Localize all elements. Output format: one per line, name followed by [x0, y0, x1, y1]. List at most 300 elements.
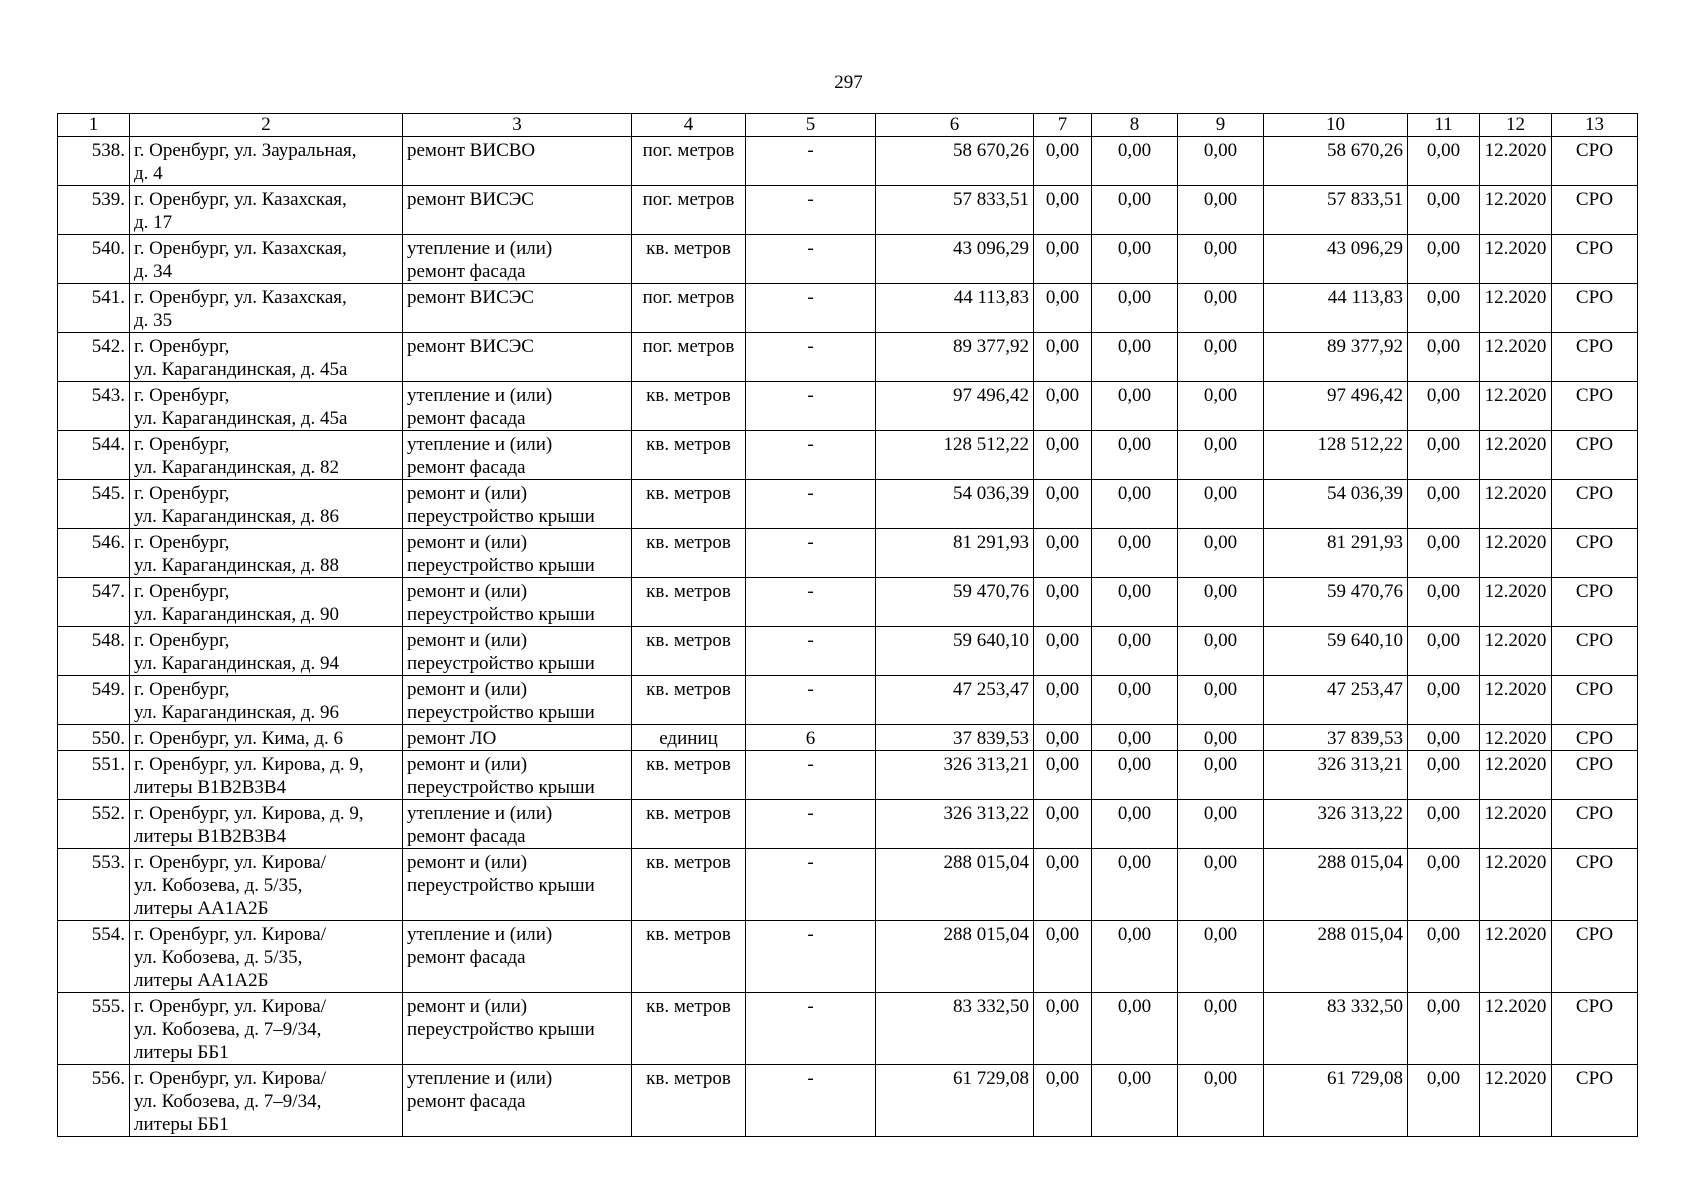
address-cell [130, 382, 403, 431]
works-register-table [57, 113, 1638, 1137]
fund-cell: 0,00 [1092, 480, 1178, 529]
total-cost-cell: 43 096,29 [876, 235, 1034, 284]
work-type-cell-line: ремонт ВИСЭС [407, 287, 534, 308]
row-number: 542. [58, 333, 130, 382]
total-cost-cell: 37 839,53 [876, 725, 1034, 751]
fund-cell: 0,00 [1092, 529, 1178, 578]
fund-cell: 0,00 [1092, 578, 1178, 627]
deadline-cell: 12.2020 [1480, 627, 1552, 676]
work-type-cell-line: ремонт фасада [407, 408, 526, 429]
column-header: 8 [1092, 114, 1178, 137]
table-row [58, 676, 1638, 725]
table-row [58, 993, 1638, 1065]
fund-cell: 0,00 [1178, 431, 1264, 480]
total-cost-cell: 83 332,50 [876, 993, 1034, 1065]
fund-cell: 0,00 [1092, 431, 1178, 480]
work-type-cell-line: переустройство крыши [407, 506, 595, 527]
address-cell-line: ул. Кобозева, д. 5/35, [134, 875, 303, 896]
row-number: 550. [58, 725, 130, 751]
deadline-cell: 12.2020 [1480, 186, 1552, 235]
fund-cell: 0,00 [1408, 578, 1480, 627]
fund-cell: 0,00 [1034, 333, 1092, 382]
fund-cell: 0,00 [1178, 993, 1264, 1065]
unit-cell: кв. метров [632, 1065, 746, 1137]
address-cell-line: ул. Кобозева, д. 5/35, [134, 947, 303, 968]
table-row [58, 382, 1638, 431]
work-type-cell-line: ремонт фасада [407, 1091, 526, 1112]
unit-cell: кв. метров [632, 529, 746, 578]
fund-cell: 0,00 [1034, 186, 1092, 235]
work-type-cell-line: ремонт и (или) [407, 483, 528, 504]
method-cell: СРО [1552, 284, 1638, 333]
deadline-cell: 12.2020 [1480, 529, 1552, 578]
total-cost-cell: 54 036,39 [876, 480, 1034, 529]
deadline-cell: 12.2020 [1480, 921, 1552, 993]
column-header: 10 [1264, 114, 1408, 137]
total-cost-cell: 47 253,47 [876, 676, 1034, 725]
address-cell-line: д. 17 [134, 212, 173, 233]
fund-cell: 0,00 [1034, 849, 1092, 921]
table-row [58, 751, 1638, 800]
address-cell-line: г. Оренбург, ул. Кирова/ [134, 996, 326, 1017]
quantity-cell: - [746, 676, 876, 725]
owners-funds-cell: 58 670,26 [1264, 137, 1408, 186]
column-header: 11 [1408, 114, 1480, 137]
deadline-cell: 12.2020 [1480, 431, 1552, 480]
address-cell [130, 1065, 403, 1137]
quantity-cell: - [746, 431, 876, 480]
column-header: 6 [876, 114, 1034, 137]
address-cell-line: ул. Карагандинская, д. 96 [134, 702, 340, 723]
table-row [58, 800, 1638, 849]
work-type-cell-line: переустройство крыши [407, 777, 595, 798]
address-cell [130, 725, 403, 751]
method-cell: СРО [1552, 993, 1638, 1065]
row-number: 546. [58, 529, 130, 578]
quantity-cell: - [746, 284, 876, 333]
fund-cell: 0,00 [1408, 627, 1480, 676]
address-cell-line: г. Оренбург, ул. Казахская, [134, 287, 347, 308]
table-row [58, 627, 1638, 676]
work-type-cell-line: утепление и (или) [407, 434, 553, 455]
address-cell [130, 849, 403, 921]
owners-funds-cell: 89 377,92 [1264, 333, 1408, 382]
deadline-cell: 12.2020 [1480, 578, 1552, 627]
work-type-cell-line: ремонт ВИСЭС [407, 189, 534, 210]
method-cell: СРО [1552, 578, 1638, 627]
unit-cell: кв. метров [632, 382, 746, 431]
address-cell [130, 137, 403, 186]
work-type-cell [403, 284, 632, 333]
address-cell-line: ул. Карагандинская, д. 45а [134, 408, 348, 429]
work-type-cell [403, 529, 632, 578]
work-type-cell-line: ремонт и (или) [407, 532, 528, 553]
address-cell-line: д. 4 [134, 163, 163, 184]
owners-funds-cell: 59 640,10 [1264, 627, 1408, 676]
quantity-cell: - [746, 1065, 876, 1137]
fund-cell: 0,00 [1408, 137, 1480, 186]
deadline-cell: 12.2020 [1480, 751, 1552, 800]
method-cell: СРО [1552, 800, 1638, 849]
work-type-cell [403, 993, 632, 1065]
address-cell-line: г. Оренбург, ул. Кирова/ [134, 852, 326, 873]
address-cell-line: г. Оренбург, ул. Казахская, [134, 238, 347, 259]
owners-funds-cell: 288 015,04 [1264, 921, 1408, 993]
deadline-cell: 12.2020 [1480, 480, 1552, 529]
deadline-cell: 12.2020 [1480, 800, 1552, 849]
work-type-cell-line: ремонт и (или) [407, 754, 528, 775]
fund-cell: 0,00 [1092, 382, 1178, 431]
fund-cell: 0,00 [1092, 137, 1178, 186]
fund-cell: 0,00 [1408, 431, 1480, 480]
owners-funds-cell: 37 839,53 [1264, 725, 1408, 751]
row-number: 551. [58, 751, 130, 800]
fund-cell: 0,00 [1092, 676, 1178, 725]
work-type-cell [403, 186, 632, 235]
fund-cell: 0,00 [1034, 800, 1092, 849]
fund-cell: 0,00 [1178, 676, 1264, 725]
method-cell: СРО [1552, 431, 1638, 480]
table-row [58, 284, 1638, 333]
fund-cell: 0,00 [1408, 1065, 1480, 1137]
address-cell [130, 800, 403, 849]
owners-funds-cell: 326 313,21 [1264, 751, 1408, 800]
deadline-cell: 12.2020 [1480, 235, 1552, 284]
quantity-cell: - [746, 800, 876, 849]
address-cell-line: г. Оренбург, ул. Кирова, д. 9, [134, 803, 364, 824]
quantity-cell: - [746, 578, 876, 627]
fund-cell: 0,00 [1408, 480, 1480, 529]
fund-cell: 0,00 [1178, 382, 1264, 431]
page-number: 297 [834, 72, 863, 93]
unit-cell: кв. метров [632, 627, 746, 676]
total-cost-cell: 326 313,22 [876, 800, 1034, 849]
deadline-cell: 12.2020 [1480, 1065, 1552, 1137]
work-type-cell-line: ремонт и (или) [407, 679, 528, 700]
fund-cell: 0,00 [1034, 578, 1092, 627]
method-cell: СРО [1552, 751, 1638, 800]
owners-funds-cell: 97 496,42 [1264, 382, 1408, 431]
method-cell: СРО [1552, 921, 1638, 993]
address-cell-line: ул. Карагандинская, д. 82 [134, 457, 340, 478]
total-cost-cell: 128 512,22 [876, 431, 1034, 480]
unit-cell: пог. метров [632, 284, 746, 333]
unit-cell: кв. метров [632, 921, 746, 993]
work-type-cell-line: ремонт и (или) [407, 852, 528, 873]
fund-cell: 0,00 [1092, 993, 1178, 1065]
quantity-cell: 6 [746, 725, 876, 751]
fund-cell: 0,00 [1178, 529, 1264, 578]
quantity-cell: - [746, 382, 876, 431]
address-cell-line: г. Оренбург, ул. Кима, д. 6 [134, 728, 344, 749]
fund-cell: 0,00 [1408, 725, 1480, 751]
total-cost-cell: 57 833,51 [876, 186, 1034, 235]
unit-cell: единиц [632, 725, 746, 751]
fund-cell: 0,00 [1408, 382, 1480, 431]
deadline-cell: 12.2020 [1480, 284, 1552, 333]
address-cell-line: г. Оренбург, [134, 679, 230, 700]
row-number: 556. [58, 1065, 130, 1137]
method-cell: СРО [1552, 137, 1638, 186]
table-row [58, 333, 1638, 382]
fund-cell: 0,00 [1034, 725, 1092, 751]
work-type-cell-line: переустройство крыши [407, 555, 595, 576]
column-header: 9 [1178, 114, 1264, 137]
total-cost-cell: 58 670,26 [876, 137, 1034, 186]
fund-cell: 0,00 [1092, 235, 1178, 284]
table-row [58, 921, 1638, 993]
total-cost-cell: 97 496,42 [876, 382, 1034, 431]
unit-cell: кв. метров [632, 849, 746, 921]
address-cell-line: литеры В1В2В3В4 [134, 826, 287, 847]
work-type-cell [403, 849, 632, 921]
column-header: 5 [746, 114, 876, 137]
total-cost-cell: 61 729,08 [876, 1065, 1034, 1137]
fund-cell: 0,00 [1092, 751, 1178, 800]
address-cell-line: литеры АА1А2Б [134, 898, 269, 919]
work-type-cell [403, 480, 632, 529]
total-cost-cell: 326 313,21 [876, 751, 1034, 800]
row-number: 553. [58, 849, 130, 921]
quantity-cell: - [746, 480, 876, 529]
unit-cell: пог. метров [632, 333, 746, 382]
fund-cell: 0,00 [1178, 725, 1264, 751]
address-cell-line: г. Оренбург, [134, 336, 230, 357]
owners-funds-cell: 326 313,22 [1264, 800, 1408, 849]
total-cost-cell: 59 640,10 [876, 627, 1034, 676]
fund-cell: 0,00 [1034, 431, 1092, 480]
deadline-cell: 12.2020 [1480, 333, 1552, 382]
row-number: 549. [58, 676, 130, 725]
fund-cell: 0,00 [1408, 993, 1480, 1065]
method-cell: СРО [1552, 382, 1638, 431]
work-type-cell [403, 676, 632, 725]
address-cell-line: литеры ББ1 [134, 1042, 229, 1063]
address-cell-line: литеры АА1А2Б [134, 970, 269, 991]
address-cell [130, 751, 403, 800]
work-type-cell [403, 725, 632, 751]
fund-cell: 0,00 [1092, 1065, 1178, 1137]
address-cell [130, 480, 403, 529]
address-cell-line: г. Оренбург, ул. Кирова/ [134, 924, 326, 945]
table-row [58, 480, 1638, 529]
fund-cell: 0,00 [1178, 137, 1264, 186]
row-number: 548. [58, 627, 130, 676]
work-type-cell-line: утепление и (или) [407, 924, 553, 945]
fund-cell: 0,00 [1092, 921, 1178, 993]
fund-cell: 0,00 [1408, 800, 1480, 849]
address-cell-line: г. Оренбург, [134, 532, 230, 553]
work-type-cell [403, 921, 632, 993]
unit-cell: кв. метров [632, 800, 746, 849]
fund-cell: 0,00 [1092, 333, 1178, 382]
total-cost-cell: 89 377,92 [876, 333, 1034, 382]
table-row [58, 725, 1638, 751]
quantity-cell: - [746, 627, 876, 676]
fund-cell: 0,00 [1034, 529, 1092, 578]
fund-cell: 0,00 [1408, 751, 1480, 800]
table-row [58, 137, 1638, 186]
row-number: 540. [58, 235, 130, 284]
address-cell-line: г. Оренбург, ул. Кирова, д. 9, [134, 754, 364, 775]
owners-funds-cell: 61 729,08 [1264, 1065, 1408, 1137]
fund-cell: 0,00 [1408, 284, 1480, 333]
owners-funds-cell: 47 253,47 [1264, 676, 1408, 725]
work-type-cell [403, 137, 632, 186]
address-cell-line: г. Оренбург, [134, 434, 230, 455]
address-cell-line: г. Оренбург, [134, 581, 230, 602]
fund-cell: 0,00 [1178, 333, 1264, 382]
address-cell-line: г. Оренбург, [134, 483, 230, 504]
address-cell [130, 284, 403, 333]
address-cell [130, 676, 403, 725]
address-cell [130, 578, 403, 627]
work-type-cell-line: ремонт фасада [407, 457, 526, 478]
address-cell-line: ул. Кобозева, д. 7–9/34, [134, 1091, 322, 1112]
fund-cell: 0,00 [1178, 849, 1264, 921]
owners-funds-cell: 288 015,04 [1264, 849, 1408, 921]
work-type-cell-line: переустройство крыши [407, 1019, 595, 1040]
work-type-cell-line: переустройство крыши [407, 702, 595, 723]
fund-cell: 0,00 [1092, 186, 1178, 235]
work-type-cell [403, 1065, 632, 1137]
unit-cell: кв. метров [632, 431, 746, 480]
deadline-cell: 12.2020 [1480, 382, 1552, 431]
work-type-cell [403, 235, 632, 284]
fund-cell: 0,00 [1178, 1065, 1264, 1137]
fund-cell: 0,00 [1034, 676, 1092, 725]
work-type-cell-line: ремонт ЛО [407, 728, 497, 749]
address-cell-line: г. Оренбург, ул. Кирова/ [134, 1068, 326, 1089]
fund-cell: 0,00 [1178, 921, 1264, 993]
owners-funds-cell: 81 291,93 [1264, 529, 1408, 578]
row-number: 541. [58, 284, 130, 333]
fund-cell: 0,00 [1178, 284, 1264, 333]
method-cell: СРО [1552, 1065, 1638, 1137]
total-cost-cell: 59 470,76 [876, 578, 1034, 627]
total-cost-cell: 288 015,04 [876, 849, 1034, 921]
quantity-cell: - [746, 235, 876, 284]
method-cell: СРО [1552, 849, 1638, 921]
address-cell [130, 431, 403, 480]
unit-cell: пог. метров [632, 137, 746, 186]
fund-cell: 0,00 [1408, 529, 1480, 578]
unit-cell: пог. метров [632, 186, 746, 235]
fund-cell: 0,00 [1178, 800, 1264, 849]
fund-cell: 0,00 [1092, 627, 1178, 676]
method-cell: СРО [1552, 235, 1638, 284]
work-type-cell-line: утепление и (или) [407, 803, 553, 824]
fund-cell: 0,00 [1408, 235, 1480, 284]
address-cell-line: ул. Карагандинская, д. 90 [134, 604, 340, 625]
total-cost-cell: 44 113,83 [876, 284, 1034, 333]
unit-cell: кв. метров [632, 676, 746, 725]
column-header: 2 [130, 114, 403, 137]
method-cell: СРО [1552, 676, 1638, 725]
row-number: 544. [58, 431, 130, 480]
method-cell: СРО [1552, 480, 1638, 529]
table-body [58, 137, 1638, 1137]
work-type-cell-line: переустройство крыши [407, 875, 595, 896]
method-cell: СРО [1552, 627, 1638, 676]
column-header: 4 [632, 114, 746, 137]
address-cell [130, 235, 403, 284]
owners-funds-cell: 128 512,22 [1264, 431, 1408, 480]
address-cell-line: ул. Карагандинская, д. 45а [134, 359, 348, 380]
work-type-cell-line: переустройство крыши [407, 604, 595, 625]
unit-cell: кв. метров [632, 993, 746, 1065]
deadline-cell: 12.2020 [1480, 849, 1552, 921]
deadline-cell: 12.2020 [1480, 676, 1552, 725]
quantity-cell: - [746, 921, 876, 993]
work-type-cell-line: ремонт и (или) [407, 996, 528, 1017]
table-row [58, 186, 1638, 235]
fund-cell: 0,00 [1408, 849, 1480, 921]
column-header: 1 [58, 114, 130, 137]
address-cell [130, 529, 403, 578]
fund-cell: 0,00 [1034, 993, 1092, 1065]
work-type-cell-line: утепление и (или) [407, 1068, 553, 1089]
fund-cell: 0,00 [1178, 627, 1264, 676]
work-type-cell-line: ремонт фасада [407, 261, 526, 282]
owners-funds-cell: 44 113,83 [1264, 284, 1408, 333]
owners-funds-cell: 57 833,51 [1264, 186, 1408, 235]
address-cell [130, 186, 403, 235]
quantity-cell: - [746, 849, 876, 921]
address-cell-line: ул. Карагандинская, д. 94 [134, 653, 340, 674]
fund-cell: 0,00 [1034, 382, 1092, 431]
address-cell-line: г. Оренбург, [134, 630, 230, 651]
work-type-cell [403, 627, 632, 676]
fund-cell: 0,00 [1092, 725, 1178, 751]
fund-cell: 0,00 [1408, 676, 1480, 725]
address-cell [130, 333, 403, 382]
owners-funds-cell: 59 470,76 [1264, 578, 1408, 627]
work-type-cell [403, 382, 632, 431]
fund-cell: 0,00 [1178, 578, 1264, 627]
row-number: 543. [58, 382, 130, 431]
deadline-cell: 12.2020 [1480, 137, 1552, 186]
owners-funds-cell: 54 036,39 [1264, 480, 1408, 529]
table-row [58, 849, 1638, 921]
quantity-cell: - [746, 137, 876, 186]
work-type-cell-line: ремонт и (или) [407, 581, 528, 602]
column-header: 13 [1552, 114, 1638, 137]
address-cell-line: ул. Карагандинская, д. 86 [134, 506, 340, 527]
work-type-cell-line: ремонт фасада [407, 826, 526, 847]
deadline-cell: 12.2020 [1480, 993, 1552, 1065]
address-cell-line: литеры В1В2В3В4 [134, 777, 287, 798]
work-type-cell [403, 333, 632, 382]
quantity-cell: - [746, 529, 876, 578]
quantity-cell: - [746, 993, 876, 1065]
address-cell-line: г. Оренбург, ул. Зауральная, [134, 140, 357, 161]
work-type-cell-line: переустройство крыши [407, 653, 595, 674]
fund-cell: 0,00 [1034, 1065, 1092, 1137]
address-cell-line: г. Оренбург, [134, 385, 230, 406]
fund-cell: 0,00 [1034, 751, 1092, 800]
quantity-cell: - [746, 186, 876, 235]
fund-cell: 0,00 [1034, 480, 1092, 529]
row-number: 552. [58, 800, 130, 849]
method-cell: СРО [1552, 333, 1638, 382]
address-cell-line: д. 35 [134, 310, 173, 331]
address-cell [130, 993, 403, 1065]
address-cell-line: г. Оренбург, ул. Казахская, [134, 189, 347, 210]
table-row [58, 431, 1638, 480]
fund-cell: 0,00 [1178, 480, 1264, 529]
row-number: 545. [58, 480, 130, 529]
